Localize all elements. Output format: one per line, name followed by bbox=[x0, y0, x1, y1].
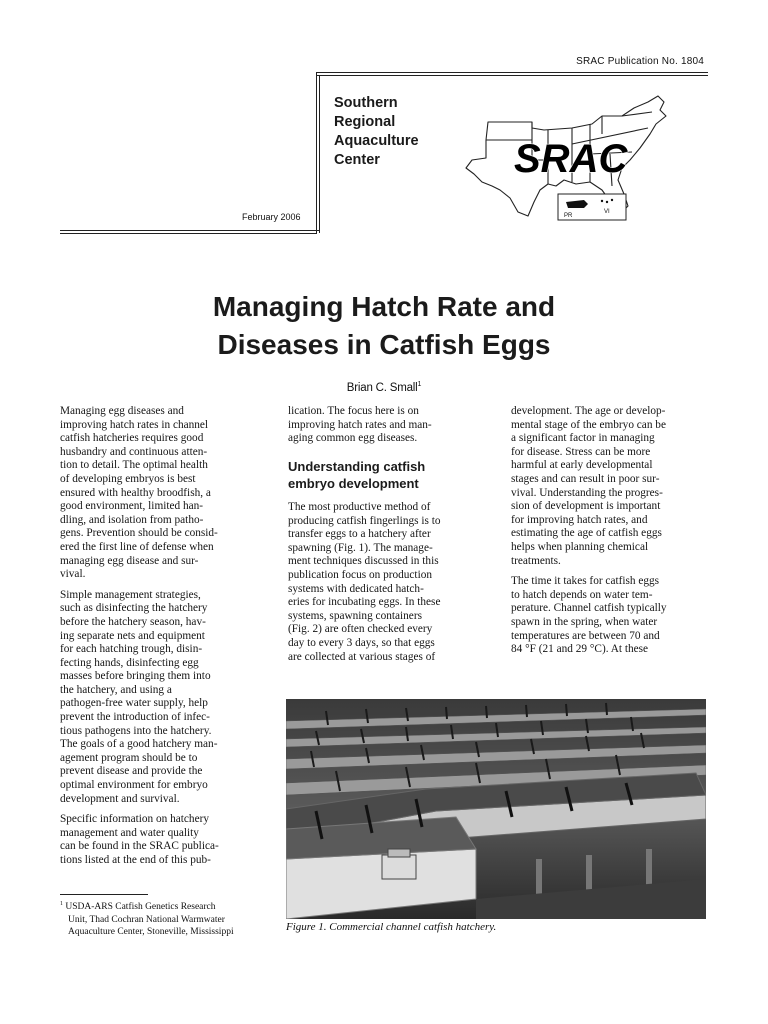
text-line: The goals of a good hatchery man- bbox=[60, 738, 218, 751]
header-rule-bottom-2 bbox=[60, 233, 317, 234]
text-line: development and survival. bbox=[60, 792, 180, 805]
text-line: masses before bringing them into bbox=[60, 670, 211, 683]
text-line: for improving hatch rates, and bbox=[511, 513, 648, 526]
text-line: stages and can result in poor sur- bbox=[511, 472, 660, 485]
text-line: estimating the age of catfish eggs bbox=[511, 527, 662, 540]
text-line: fecting hands, disinfecting egg bbox=[60, 656, 199, 669]
text-line: the hatchery, and using a bbox=[60, 683, 172, 696]
column-2 bbox=[288, 405, 488, 453]
publication-date: February 2006 bbox=[242, 212, 301, 222]
text-line: temperatures are between 70 and bbox=[511, 629, 660, 642]
footnote-text: USDA-ARS Catfish Genetics Research bbox=[65, 902, 216, 913]
text-line: Simple management strategies, bbox=[60, 588, 201, 601]
footnote-mark: 1 bbox=[60, 901, 63, 907]
text-line: Specific information on hatchery bbox=[60, 813, 210, 826]
paragraph bbox=[60, 589, 270, 807]
text-line: harmful at early developmental bbox=[511, 459, 653, 472]
text-line: publication focus on production bbox=[288, 568, 433, 581]
text-line: dling, and isolation from patho- bbox=[60, 513, 204, 526]
text-line: of developing embryos is best bbox=[60, 472, 196, 485]
text-line: The time it takes for catfish eggs bbox=[511, 575, 660, 588]
text-line: vival. bbox=[60, 568, 86, 581]
text-line: gens. Prevention should be consid- bbox=[60, 527, 218, 540]
header-rule-vertical bbox=[316, 72, 317, 233]
text-line: transfer eggs to a hatchery after bbox=[288, 528, 431, 541]
text-line: can be found in the SRAC publica- bbox=[60, 840, 219, 853]
logo-label-pr: PR bbox=[564, 213, 573, 219]
text-line: The most productive method of bbox=[288, 501, 431, 513]
paragraph bbox=[288, 405, 488, 446]
text-line: optimal environment for embryo bbox=[60, 779, 208, 792]
section-heading bbox=[288, 458, 425, 492]
text-line: catfish hatcheries requires good bbox=[60, 432, 204, 445]
center-name bbox=[334, 94, 419, 170]
footnote bbox=[60, 898, 234, 939]
text-line: systems, spawning containers bbox=[288, 609, 422, 622]
header-rule-top bbox=[316, 72, 708, 73]
text-line: a significant factor in managing bbox=[511, 432, 655, 445]
text-line: vival. Understanding the progres- bbox=[511, 486, 663, 499]
text-line: ensured with healthy broodfish, a bbox=[60, 486, 211, 499]
footnote-line: Unit, Thad Cochran National Warmwater bbox=[68, 914, 225, 925]
center-name-line: Southern bbox=[334, 95, 398, 111]
text-line: sion of development is important bbox=[511, 500, 661, 513]
column-3 bbox=[511, 405, 716, 664]
hatchery-photo bbox=[286, 699, 706, 919]
text-line: 84 °F (21 and 29 °C). At these bbox=[511, 643, 649, 656]
header-rule-top-2 bbox=[316, 75, 708, 76]
paragraph bbox=[511, 575, 716, 657]
center-name-line: Center bbox=[334, 152, 380, 168]
text-line: are collected at various stages of bbox=[288, 650, 436, 663]
text-line: helps when planning chemical bbox=[511, 540, 649, 553]
footnote-line: Aquaculture Center, Stoneville, Mississippi bbox=[68, 927, 234, 938]
text-line: ment techniques discussed in this bbox=[288, 555, 439, 568]
paragraph bbox=[60, 405, 270, 582]
text-line: before the hatchery season, hav- bbox=[60, 615, 206, 628]
title-line: Diseases in Catfish Eggs bbox=[217, 329, 551, 360]
text-line: for each hatching trough, disin- bbox=[60, 643, 203, 656]
text-line: eries for incubating eggs. In these bbox=[288, 596, 441, 609]
text-line: husbandry and continuous atten- bbox=[60, 445, 208, 458]
text-line: such as disinfecting the hatchery bbox=[60, 602, 208, 615]
footnote-rule bbox=[60, 894, 148, 895]
hatchery-photo-image bbox=[286, 699, 706, 919]
text-line: to hatch depends on water tem- bbox=[511, 588, 653, 601]
author-name: Brian C. Small bbox=[346, 381, 418, 394]
text-line: spawning (Fig. 1). The manage- bbox=[288, 541, 433, 554]
section-heading-line: Understanding catfish bbox=[288, 459, 426, 474]
text-line: pathogen-free water supply, help bbox=[60, 697, 208, 710]
text-line: mental stage of the embryo can be bbox=[511, 418, 666, 431]
text-line: improving hatch rates and man- bbox=[288, 418, 432, 431]
author-footnote-mark: 1 bbox=[417, 381, 422, 388]
center-name-line: Regional bbox=[334, 114, 396, 130]
text-line: ing separate nets and equipment bbox=[60, 629, 205, 642]
text-line: producing catfish fingerlings is to bbox=[288, 514, 441, 527]
title-line: Managing Hatch Rate and bbox=[212, 291, 556, 322]
text-line: management and water quality bbox=[60, 826, 199, 839]
text-line: development. The age or develop- bbox=[511, 405, 666, 417]
article-title bbox=[0, 288, 768, 364]
center-name-line: Aquaculture bbox=[334, 133, 419, 149]
logo-lettering: SRAC bbox=[514, 137, 628, 181]
text-line: systems with dedicated hatch- bbox=[288, 582, 424, 595]
text-line: agement program should be to bbox=[60, 751, 198, 764]
text-line: good environment, limited han- bbox=[60, 500, 204, 513]
text-line: (Fig. 2) are often checked every bbox=[288, 623, 433, 636]
paragraph bbox=[288, 501, 488, 664]
column-1 bbox=[60, 405, 270, 875]
header-rule-bottom bbox=[60, 230, 320, 231]
paragraph bbox=[60, 813, 270, 867]
header-rule-vertical-2 bbox=[319, 75, 320, 233]
logo-label-vi: VI bbox=[604, 209, 610, 215]
author bbox=[0, 381, 768, 394]
section-heading-line: embryo development bbox=[288, 476, 419, 491]
text-line: prevent disease and provide the bbox=[60, 765, 203, 778]
text-line: perature. Channel catfish typically bbox=[511, 602, 667, 615]
text-line: ered the first line of defense when bbox=[60, 540, 214, 553]
text-line: prevent the introduction of infec- bbox=[60, 711, 210, 724]
text-line: tious pathogens into the hatchery. bbox=[60, 724, 212, 737]
publication-number: SRAC Publication No. 1804 bbox=[576, 56, 704, 67]
figure-caption: Figure 1. Commercial channel catfish hatchery. bbox=[286, 921, 497, 933]
text-line: tions listed at the end of this pub- bbox=[60, 854, 211, 866]
text-line: lication. The focus here is on bbox=[288, 405, 419, 417]
text-line: managing egg disease and sur- bbox=[60, 554, 199, 567]
text-line: Managing egg diseases and bbox=[60, 405, 184, 417]
text-line: aging common egg diseases. bbox=[288, 432, 418, 445]
text-line: for disease. Stress can be more bbox=[511, 445, 651, 458]
text-line: day to every 3 days, so that eggs bbox=[288, 636, 435, 649]
text-line: treatments. bbox=[511, 554, 561, 567]
paragraph bbox=[511, 405, 716, 568]
srac-logo bbox=[452, 94, 678, 228]
southern-states-map-icon bbox=[452, 94, 678, 228]
footnote-line bbox=[60, 898, 234, 914]
column-2-body bbox=[288, 501, 488, 671]
text-line: tion to detail. The optimal health bbox=[60, 459, 208, 472]
text-line: spawn in the spring, when water bbox=[511, 615, 658, 628]
text-line: improving hatch rates in channel bbox=[60, 418, 209, 431]
